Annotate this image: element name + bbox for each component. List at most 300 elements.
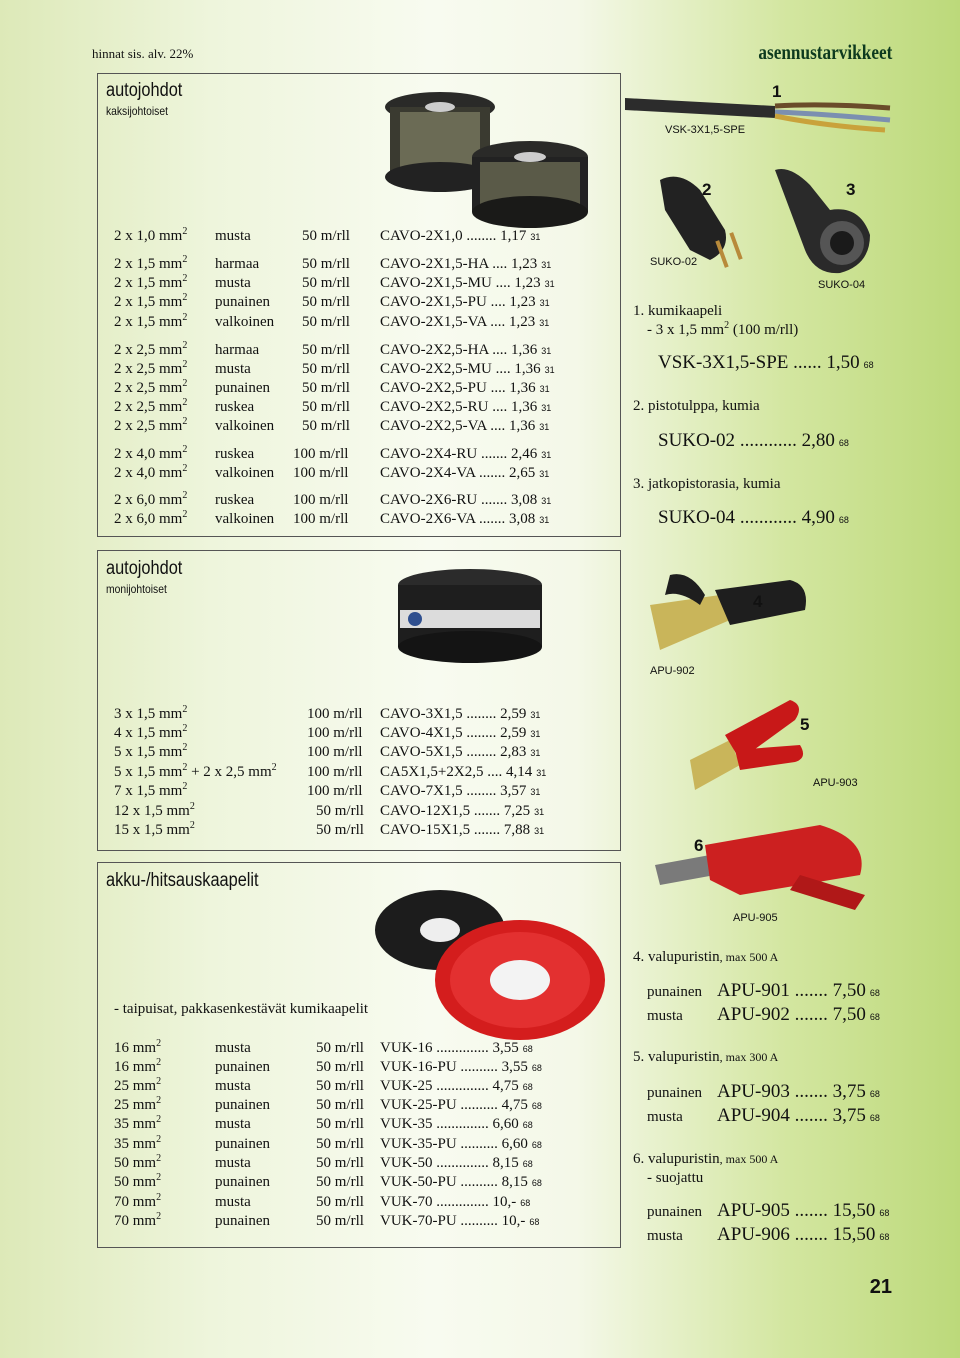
product-price-line (717, 1105, 880, 1127)
size-text: 2 x 2,5 mm (114, 342, 183, 358)
image-number: 2 (702, 180, 712, 199)
product-code: CAVO-2X1,5-PU (380, 294, 487, 310)
price-ref: 68 (522, 1082, 533, 1092)
size-text: 2 x 1,5 mm (114, 275, 183, 291)
table-row (0, 399, 960, 418)
product-code: CAVO-2X2,5-RU (380, 399, 489, 415)
leader-dots: ........ (462, 744, 501, 760)
product-code: CAVO-2X1,5-HA (380, 256, 489, 272)
product-price-line: SUKO-04 ............ 4,90 68 (658, 507, 849, 528)
product-code: VUK-16 (380, 1040, 433, 1056)
image-number: 5 (800, 715, 810, 734)
size-sup: 2 (182, 312, 188, 323)
size-cell (114, 1116, 161, 1133)
section-note: - taipuisat, pakkasenkestävät kumikaapelit (114, 1001, 369, 1017)
size-cell (114, 1136, 161, 1153)
length-cell: 50 m/rll (316, 1097, 364, 1113)
code-price-cell (380, 1116, 533, 1133)
leader-dots: .............. (432, 1194, 493, 1210)
product-price-line (717, 1200, 889, 1222)
length-cell: 50 m/rll (302, 399, 350, 415)
size-cell (114, 744, 187, 761)
table-row (0, 256, 960, 275)
length-cell: 50 m/rll (316, 1213, 364, 1229)
leader-dots: .... (486, 294, 510, 310)
leader-dots: ....... (789, 980, 833, 1001)
price: 1,23 (514, 275, 541, 291)
leader-dots: .......... (456, 1174, 502, 1190)
image-label: APU-903 (813, 777, 858, 789)
leader-dots: .... (486, 380, 510, 396)
item-color: musta (647, 1008, 683, 1024)
product-title: 2. pistotulppa, kumia (633, 398, 760, 414)
image-number: 4 (753, 592, 763, 611)
size-sup: 2 (271, 762, 277, 773)
size-cell (114, 706, 187, 723)
size-cell (114, 256, 187, 273)
size-sup: 2 (182, 292, 188, 303)
price-note: hinnat sis. alv. 22% (92, 46, 194, 61)
product-title: 5. valupuristin, max 300 A (633, 1049, 779, 1065)
section-subtitle: kaksijohtoiset (106, 104, 168, 118)
length-cell: 50 m/rll (302, 418, 350, 434)
leader-dots: .... (486, 418, 510, 434)
price-ref: 68 (529, 1217, 540, 1227)
price: 1,36 (509, 418, 536, 434)
leader-dots: ....... (789, 1224, 833, 1245)
section-title: autojohdot (106, 80, 183, 101)
size-cell (114, 465, 187, 482)
table-row (0, 275, 960, 294)
product-code: CAVO-5X1,5 (380, 744, 463, 760)
product-code: APU-903 (717, 1081, 790, 1102)
price-ref: 31 (534, 826, 545, 836)
table-row (0, 822, 960, 841)
length-cell: 50 m/rll (302, 314, 350, 330)
price-ref: 68 (879, 1232, 890, 1242)
product-price-line (717, 1004, 880, 1026)
color-cell: ruskea (215, 399, 255, 415)
size-sup: 2 (182, 226, 188, 237)
size-text: 70 mm (114, 1213, 157, 1229)
leader-dots: .......... (456, 1097, 502, 1113)
size-text: 50 mm (114, 1174, 157, 1190)
product-price-line (717, 980, 880, 1002)
code-price-cell (380, 1078, 533, 1095)
size-cell (114, 380, 187, 397)
table-row (0, 294, 960, 313)
size-cell (114, 1097, 161, 1114)
size-cell (114, 294, 187, 311)
color-cell: musta (215, 361, 251, 377)
code-price-cell (380, 1136, 542, 1153)
price-ref: 31 (534, 807, 545, 817)
price-ref: 68 (531, 1101, 542, 1111)
size-cell (114, 492, 187, 509)
size-cell (114, 511, 187, 528)
table-row (0, 764, 960, 783)
code-price-cell (380, 314, 549, 331)
leader-dots: .... (488, 399, 511, 415)
leader-dots: .............. (432, 1155, 493, 1171)
table-row (0, 465, 960, 484)
size-sup: 2 (182, 359, 188, 370)
size-sup: 2 (182, 742, 188, 753)
size-cell (114, 228, 187, 245)
code-price-cell (380, 492, 551, 509)
image-label: VSK-3X1,5-SPE (665, 124, 746, 136)
length-cell: 50 m/rll (316, 822, 364, 838)
price-ref: 68 (531, 1063, 542, 1073)
image-number: 6 (694, 836, 704, 855)
code-price-cell (380, 446, 551, 463)
length-cell: 50 m/rll (316, 1136, 364, 1152)
brand-title: asennustarvikkeet (758, 40, 892, 64)
product-code: VUK-35 (380, 1116, 433, 1132)
length-cell: 50 m/rll (316, 1059, 364, 1075)
size-sup: 2 (182, 723, 188, 734)
size-sup: 2 (182, 509, 188, 520)
section-title: autojohdot (106, 558, 183, 579)
size-sup: 2 (156, 1211, 162, 1222)
leader-dots: ....... (477, 446, 511, 462)
price-ref: 31 (539, 298, 550, 308)
code-price-cell (380, 803, 544, 820)
table-row (0, 783, 960, 802)
color-cell: musta (215, 1194, 251, 1210)
color-cell: punainen (215, 1136, 270, 1152)
table-row (0, 1040, 960, 1059)
leader-dots: .............. (432, 1040, 493, 1056)
price-ref: 68 (531, 1140, 542, 1150)
product-code: CA5X1,5+2X2,5 (380, 764, 484, 780)
price: 7,50 (832, 1004, 866, 1025)
length-cell: 100 m/rll (293, 511, 349, 527)
product-desc: - 3 x 1,5 $mm^2$ (100 m/rll) (647, 320, 799, 338)
price-ref: 68 (869, 988, 880, 998)
size-text-2: + 2 x 2,5 mm (187, 764, 272, 780)
length-cell: 50 m/rll (316, 1194, 364, 1210)
multicore-reel-image (390, 565, 550, 670)
table-row (0, 1059, 960, 1078)
price: 1,23 (509, 314, 536, 330)
image-label: SUKO-04 (818, 279, 866, 291)
price-ref: 68 (869, 1089, 880, 1099)
size-text: 25 mm (114, 1097, 157, 1113)
size-cell (114, 418, 187, 435)
size-text: 5 x 1,5 mm (114, 764, 183, 780)
color-cell: punainen (215, 1059, 270, 1075)
leader-dots: ....... (475, 511, 510, 527)
product-price-line (717, 1224, 889, 1246)
price: 10,- (492, 1194, 517, 1210)
color-cell: musta (215, 1155, 251, 1171)
size-sup: 2 (182, 781, 188, 792)
color-cell: punainen (215, 294, 270, 310)
product-title: 1. kumikaapeli (633, 303, 723, 319)
size-sup: 2 (156, 1114, 162, 1125)
size-text: 2 x 2,5 mm (114, 418, 183, 434)
product-code: VUK-25 (380, 1078, 433, 1094)
product-code: CAVO-4X1,5 (380, 725, 463, 741)
size-cell (114, 822, 195, 839)
color-cell: ruskea (215, 446, 255, 462)
leader-dots: ....... (470, 803, 504, 819)
product-price-line: SUKO-02 ............ 2,80 68 (658, 430, 849, 451)
price-ref: 68 (869, 1113, 880, 1123)
color-cell: valkoinen (215, 465, 275, 481)
size-text: 2 x 1,0 mm (114, 228, 183, 244)
leader-dots: .... (488, 256, 511, 272)
welding-cable-reels-image (360, 885, 610, 1060)
price: 15,50 (832, 1200, 876, 1221)
size-sup: 2 (156, 1153, 162, 1164)
leader-dots: .... (491, 275, 515, 291)
code-price-cell (380, 1097, 542, 1114)
size-sup: 2 (189, 820, 195, 831)
size-text: 2 x 1,5 mm (114, 294, 183, 310)
color-cell: harmaa (215, 342, 260, 358)
product-code: CAVO-2X4-RU (380, 446, 478, 462)
price: 3,75 (832, 1105, 866, 1126)
size-cell (114, 446, 187, 463)
size-cell (114, 1174, 161, 1191)
size-text: 5 x 1,5 mm (114, 744, 183, 760)
image-number: 1 (772, 82, 782, 101)
color-cell: musta (215, 1040, 251, 1056)
leader-dots: .... (488, 342, 511, 358)
size-text: 16 mm (114, 1059, 157, 1075)
size-cell (114, 314, 187, 331)
price-ref: 31 (536, 768, 547, 778)
price: 10,- (501, 1213, 526, 1229)
product-code: CAVO-2X6-RU (380, 492, 478, 508)
code-price-cell (380, 822, 544, 839)
price-ref: 31 (539, 515, 550, 525)
price: 1,36 (509, 380, 536, 396)
color-cell: harmaa (215, 256, 260, 272)
product-code: CAVO-2X2,5-VA (380, 418, 487, 434)
size-cell (114, 275, 187, 292)
table-row (0, 706, 960, 725)
price: 4,75 (492, 1078, 519, 1094)
price-ref: 31 (530, 748, 541, 758)
size-text: 2 x 1,5 mm (114, 256, 183, 272)
size-cell (114, 342, 187, 359)
leader-dots: ........ (462, 706, 501, 722)
price: 1,36 (510, 399, 538, 415)
size-sup: 2 (156, 1057, 162, 1068)
price-ref: 31 (544, 279, 555, 289)
price: 1,23 (510, 256, 538, 272)
product-title: 3. jatkopistorasia, kumia (633, 476, 781, 492)
color-cell: valkoinen (215, 418, 275, 434)
table-row (0, 1136, 960, 1155)
price-ref: 31 (541, 496, 552, 506)
leader-dots: ....... (789, 1105, 833, 1126)
size-sup: 2 (182, 397, 188, 408)
size-text: 2 x 6,0 mm (114, 511, 183, 527)
color-cell: punainen (215, 1213, 270, 1229)
code-price-cell (380, 380, 550, 397)
code-price-cell (380, 764, 546, 781)
price: 2,59 (500, 706, 527, 722)
price-ref: 31 (541, 450, 552, 460)
length-cell: 100 m/rll (307, 725, 363, 741)
size-sup: 2 (182, 254, 188, 265)
color-cell: valkoinen (215, 314, 275, 330)
code-price-cell (380, 783, 540, 800)
size-sup: 2 (182, 378, 188, 389)
product-code: VUK-50 (380, 1155, 433, 1171)
section-subtitle: monijohtoiset (106, 582, 167, 596)
size-sup: 2 (156, 1038, 162, 1049)
length-cell: 50 m/rll (316, 1078, 364, 1094)
code-price-cell (380, 228, 540, 245)
product-code: CAVO-15X1,5 (380, 822, 471, 838)
leader-dots: .......... (456, 1213, 502, 1229)
price: 3,08 (509, 511, 536, 527)
length-cell: 100 m/rll (307, 783, 363, 799)
size-sup: 2 (182, 490, 188, 501)
code-price-cell (380, 294, 550, 311)
product-code: CAVO-7X1,5 (380, 783, 463, 799)
code-price-cell (380, 706, 540, 723)
item-color: punainen (647, 1085, 702, 1101)
color-cell: musta (215, 228, 251, 244)
code-price-cell (380, 1174, 542, 1191)
size-sup: 2 (156, 1076, 162, 1087)
code-price-cell (380, 1155, 533, 1172)
price: 3,75 (832, 1081, 866, 1102)
size-sup: 2 (156, 1134, 162, 1145)
size-cell (114, 803, 195, 820)
size-sup: 2 (182, 273, 188, 284)
size-sup: 2 (182, 416, 188, 427)
color-cell: musta (215, 1078, 251, 1094)
code-price-cell (380, 511, 549, 528)
product-code: VUK-50-PU (380, 1174, 457, 1190)
product-code: VUK-70-PU (380, 1213, 457, 1229)
color-cell: musta (215, 1116, 251, 1132)
leader-dots: .............. (432, 1078, 493, 1094)
price: 7,50 (832, 980, 866, 1001)
price-ref: 68 (879, 1208, 890, 1218)
image-number: 3 (846, 180, 856, 199)
length-cell: 100 m/rll (293, 446, 349, 462)
color-cell: valkoinen (215, 511, 275, 527)
product-code: CAVO-3X1,5 (380, 706, 463, 722)
length-cell: 50 m/rll (316, 803, 364, 819)
color-cell: musta (215, 275, 251, 291)
size-cell (114, 783, 187, 800)
price-ref: 68 (869, 1012, 880, 1022)
item-color: musta (647, 1109, 683, 1125)
size-text: 15 x 1,5 mm (114, 822, 190, 838)
leader-dots: ........ (462, 783, 501, 799)
size-sup: 2 (182, 463, 188, 474)
code-price-cell (380, 418, 549, 435)
price: 8,15 (501, 1174, 528, 1190)
size-text: 3 x 1,5 mm (114, 706, 183, 722)
price: 8,15 (492, 1155, 519, 1171)
price-ref: 31 (539, 469, 550, 479)
item-color: punainen (647, 984, 702, 1000)
product-code: CAVO-2X6-VA (380, 511, 476, 527)
leader-dots: .............. (432, 1116, 493, 1132)
product-code: VUK-25-PU (380, 1097, 457, 1113)
product-code: CAVO-12X1,5 (380, 803, 471, 819)
code-price-cell (380, 725, 540, 742)
leader-dots: .......... (456, 1136, 502, 1152)
price: 15,50 (832, 1224, 876, 1245)
price: 1,23 (509, 294, 536, 310)
leader-dots: .... (486, 314, 510, 330)
price: 1,36 (510, 342, 538, 358)
size-cell (114, 399, 187, 416)
page-number: 21 (869, 1276, 892, 1298)
code-price-cell (380, 465, 549, 482)
cable-reels-image (370, 82, 600, 232)
price: 4,75 (501, 1097, 528, 1113)
price: 2,65 (509, 465, 536, 481)
size-text: 2 x 2,5 mm (114, 399, 183, 415)
size-cell (114, 361, 187, 378)
code-price-cell (380, 399, 551, 416)
price-ref: 31 (539, 422, 550, 432)
price-ref: 31 (544, 365, 555, 375)
length-cell: 100 m/rll (307, 706, 363, 722)
size-text: 2 x 2,5 mm (114, 380, 183, 396)
leader-dots: .... (491, 361, 515, 377)
price: 2,59 (500, 725, 527, 741)
size-text: 2 x 6,0 mm (114, 492, 183, 508)
size-text: 2 x 2,5 mm (114, 361, 183, 377)
size-sup: 2 (189, 801, 195, 812)
code-price-cell (380, 1213, 539, 1230)
size-text: 35 mm (114, 1136, 157, 1152)
price: 3,55 (492, 1040, 519, 1056)
price: 2,83 (500, 744, 527, 760)
length-cell: 50 m/rll (316, 1174, 364, 1190)
product-code: APU-901 (717, 980, 790, 1001)
length-cell: 50 m/rll (302, 228, 350, 244)
price-ref: 31 (541, 403, 552, 413)
code-price-cell (380, 342, 551, 359)
product-code: CAVO-2X2,5-HA (380, 342, 489, 358)
size-text: 2 x 4,0 mm (114, 465, 183, 481)
leader-dots: ........ (462, 725, 501, 741)
size-text: 35 mm (114, 1116, 157, 1132)
product-code: VUK-70 (380, 1194, 433, 1210)
size-cell (114, 1040, 161, 1057)
price-ref: 31 (539, 318, 550, 328)
length-cell: 100 m/rll (307, 744, 363, 760)
product-code: CAVO-2X2,5-PU (380, 380, 487, 396)
leader-dots: ....... (477, 492, 511, 508)
size-cell (114, 1078, 161, 1095)
size-cell (114, 1194, 161, 1211)
size-cell (114, 764, 277, 781)
price-ref: 31 (530, 787, 541, 797)
code-price-cell (380, 361, 555, 378)
size-cell (114, 1213, 161, 1230)
length-cell: 50 m/rll (316, 1040, 364, 1056)
price-ref: 68 (522, 1044, 533, 1054)
price: 3,57 (500, 783, 527, 799)
product-code: APU-905 (717, 1200, 790, 1221)
size-sup: 2 (156, 1095, 162, 1106)
